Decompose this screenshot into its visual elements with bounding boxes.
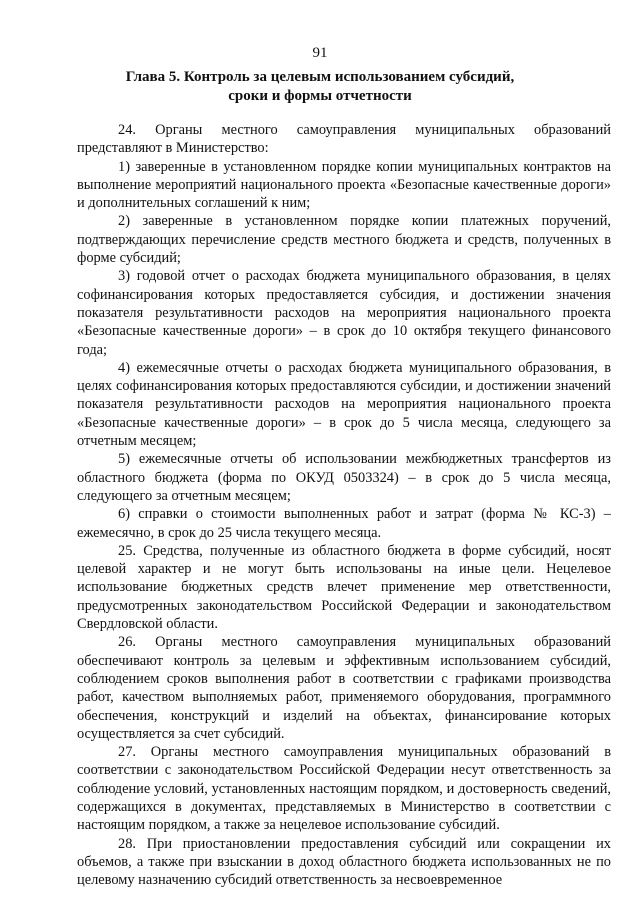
- paragraph-25: 25. Средства, полученные из областного бюджета в форме субсидий, носят целевой характер и не могут быть использованы на иные цели. Нецелевое использование бюджетных средств влечет применение мер ответственности, предусмотренных законодательством Российской Федерации и законодательством Свердловской области.: [77, 542, 611, 633]
- chapter-title-line-1: Глава 5. Контроль за целевым использованием субсидий,: [125, 69, 515, 85]
- paragraph-24-item-1: 1) заверенные в установленном порядке копии муниципальных контрактов на выполнение мероприятий национального проекта «Безопасные качественные дороги» и дополнительных соглашений к ним;: [77, 158, 611, 212]
- paragraph-28: 28. При приостановлении предоставления субсидий или сокращении их объемов, а также при взыскании в доход областного бюджета использованных не по целевому назначению субсидий ответственность за несвоевременное: [77, 835, 611, 889]
- chapter-title: [60, 68, 580, 106]
- paragraph-24-item-6: 6) справки о стоимости выполненных работ и затрат (форма № КС-3) – ежемесячно, в срок до 25 числа текущего месяца.: [77, 506, 611, 541]
- paragraph-24-item-2: 2) заверенные в установленном порядке копии платежных поручений, подтверждающих перечисление средств местного бюджета и средств, полученных в форме субсидий;: [77, 213, 611, 267]
- paragraph-26: 26. Органы местного самоуправления муниципальных образований обеспечивают контроль за целевым и эффективным использованием субсидий, соблюдением сроков выполнения работ в соответствии с графиками производства работ, качеством выполняемых работ, применяемого оборудования, программного обеспечения, конструкций и изделий на объектах, финансирование которых осуществляется за счет субсидий.: [77, 634, 611, 742]
- paragraph-24-item-4: 4) ежемесячные отчеты о расходах бюджета муниципального образования, в целях софинансирования которых предоставляются субсидии, и достижении значений показателя результативности расходов на мероприятия национального проекта «Безопасные качественные дороги» – в срок до 5 числа месяца, следующего за отчетным месяцем;: [77, 359, 611, 450]
- body-text: [77, 121, 611, 889]
- paragraph-24-item-5: 5) ежемесячные отчеты об использовании межбюджетных трансфертов из областного бюджета (форма по ОКУД 0503324) – в срок до 5 числа месяца, следующего за отчетным месяцем;: [77, 451, 611, 504]
- paragraph-27: 27. Органы местного самоуправления муниципальных образований в соответствии с законодательством Российской Федерации несут ответственность за соблюдение условий, установленных настоящим порядком, и достоверность сведений, содержащихся в документах, представляемых в Министерство в соответствии с настоящим порядком, а также за нецелевое использование субсидий.: [77, 744, 611, 834]
- page-number: 91: [312, 45, 328, 61]
- chapter-title-line-2: сроки и формы отчетности: [228, 88, 412, 104]
- paragraph-24: 24. Органы местного самоуправления муниципальных образований представляют в Министерство:: [77, 122, 611, 157]
- paragraph-24-item-3: 3) годовой отчет о расходах бюджета муниципального образования, в целях софинансирования которых предоставляется субсидия, и достижении значения показателя результативности расходов на мероприятия национального проекта «Безопасные качественные дороги» – в срок до 10 октября текущего финансового года;: [77, 268, 611, 358]
